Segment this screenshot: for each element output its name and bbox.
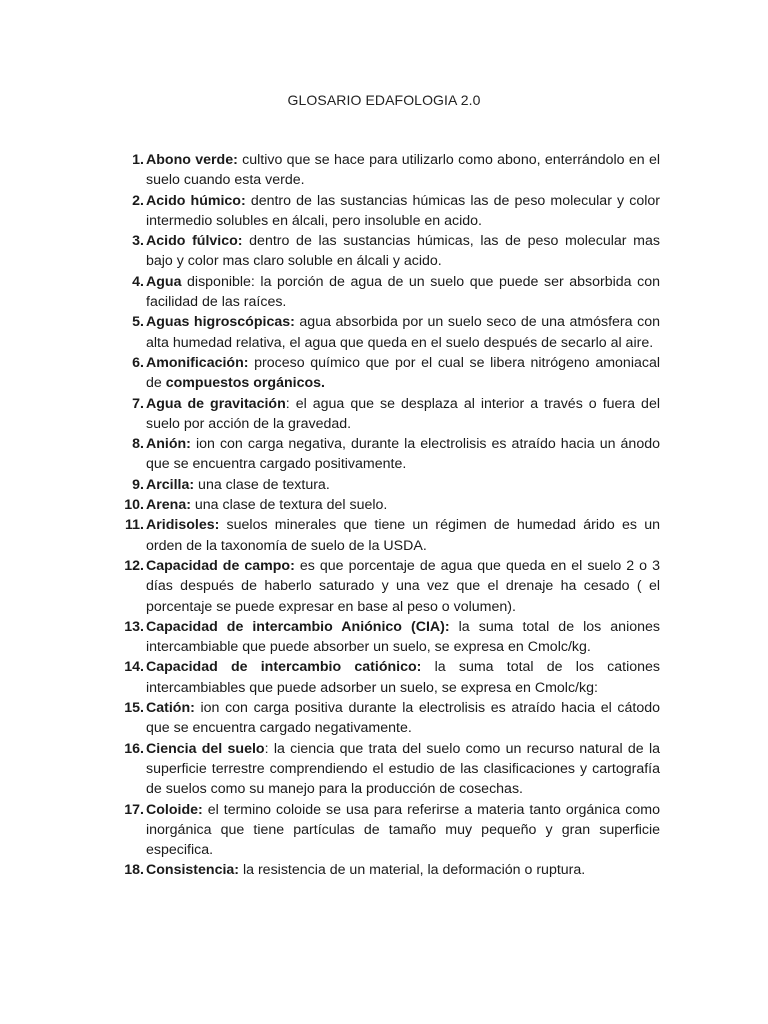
glossary-entry	[120, 657, 660, 698]
entry-number: 1.	[132, 152, 144, 168]
entry-definition: agua absorbida por un suelo seco de una atmósfera con alta humedad relativa, el agua que queda en el suelo después de secarlo al aire.	[146, 314, 660, 351]
entry-definition: es que porcentaje de agua que queda en el suelo 2 o 3 días después de haberlo saturado y una vez que el drenaje ha cesado ( el porcentaje se puede expresar en base al peso o volumen).	[146, 557, 660, 615]
entry-definition: una clase de textura del suelo.	[190, 497, 388, 514]
entry-number: 3.	[132, 233, 144, 250]
entry-content	[146, 515, 660, 556]
document-title: GLOSARIO EDAFOLOGIA 2.0	[287, 92, 481, 108]
entry-definition: suelos minerales que tiene un régimen de humedad árido es un orden de la taxonomía de suelo de la USDA.	[146, 517, 660, 554]
glossary-list	[120, 150, 660, 881]
entry-definition: ion con carga positiva durante la electrolisis es atraído hacia el cátodo que se encuentra cargado negativamente.	[146, 700, 660, 737]
entry-definition: una clase de textura.	[194, 476, 330, 493]
entry-number: 16.	[124, 740, 144, 757]
entry-number: 8.	[132, 436, 144, 453]
entry-content	[146, 800, 660, 861]
entry-definition: la suma total de los aniones intercambiable que puede absorber un suelo, se expresa en Cmolc/kg.	[146, 618, 660, 656]
entry-number: 18.	[124, 862, 144, 879]
glossary-entry	[120, 353, 660, 394]
entry-term: Acido húmico:	[146, 192, 246, 209]
entry-term: Catión:	[146, 700, 195, 717]
entry-number: 2.	[132, 192, 144, 209]
entry-number: 13.	[124, 618, 144, 635]
entry-definition: : la ciencia que trata del suelo como un recurso natural de la superficie terrestre comprendiendo el estudio de las clasificaciones y cartografía de suelos como su manejo para la producción de cosechas.	[146, 740, 661, 798]
glossary-entry	[120, 272, 660, 313]
entry-term: Abono verde:	[146, 152, 238, 168]
entry-term: Arena:	[146, 497, 191, 514]
glossary-entry	[120, 475, 660, 495]
glossary-entry	[120, 739, 660, 800]
entry-content	[146, 475, 660, 495]
entry-definition: dentro de las sustancias húmicas, las de peso molecular mas bajo y color mas claro soluble en álcali y acido.	[146, 233, 660, 270]
entry-content	[146, 191, 660, 232]
glossary-entry	[120, 495, 660, 515]
entry-term: Capacidad de campo:	[146, 557, 295, 574]
glossary-entry	[120, 434, 660, 475]
entry-definition: la suma total de los cationes intercambiables que puede adsorber un suelo, se expresa en Cmolc/kg:	[146, 659, 660, 696]
entry-number: 6.	[132, 354, 144, 371]
entry-number: 11.	[125, 517, 144, 534]
entry-definition: proceso químico que por el cual se libera nitrógeno amoniacal de	[146, 354, 660, 392]
entry-content	[146, 312, 660, 353]
entry-term: Arcilla:	[146, 476, 195, 493]
entry-content	[146, 860, 660, 880]
entry-term: Capacidad de intercambio catiónico:	[146, 659, 422, 676]
entry-definition: : el agua que se desplaza al interior a través o fuera del suelo por acción de la gravedad.	[146, 395, 660, 432]
entry-number: 7.	[132, 395, 144, 412]
entry-content	[146, 434, 660, 475]
entry-term: Acido fúlvico:	[146, 233, 243, 250]
glossary-entry	[120, 231, 660, 272]
entry-content	[146, 495, 660, 515]
glossary-entry	[120, 150, 660, 191]
glossary-entry	[120, 312, 660, 353]
entry-number: 4.	[132, 273, 144, 290]
entry-definition: ion con carga negativa, durante la electrolisis es atraído hacia un ánodo que se encuentra cargado positivamente.	[146, 436, 660, 473]
entry-term: Anión:	[146, 436, 191, 453]
entry-definition: dentro de las sustancias húmicas las de peso molecular y color intermedio solubles en álcali, pero insoluble en acido.	[146, 192, 660, 229]
entry-number: 15.	[124, 700, 144, 717]
entry-term: Consistencia:	[146, 862, 240, 879]
glossary-entry	[120, 515, 660, 556]
entry-number: 10.	[124, 497, 144, 514]
entry-content	[146, 739, 660, 800]
entry-number: 9.	[132, 476, 144, 493]
entry-number: 12.	[124, 557, 144, 574]
entry-content	[146, 353, 660, 394]
entry-definition: cultivo que se hace para utilizarlo como abono, enterrándolo en el suelo cuando esta verde.	[146, 152, 661, 189]
entry-content	[146, 394, 660, 435]
entry-number: 17.	[124, 801, 144, 818]
glossary-entry	[120, 617, 660, 658]
entry-content	[146, 231, 660, 272]
entry-term: Aridisoles:	[146, 517, 220, 534]
entry-emphasis: compuestos orgánicos.	[165, 375, 325, 392]
glossary-entry	[120, 800, 660, 861]
entry-number: 5.	[132, 314, 144, 331]
entry-term: Amonificación:	[146, 354, 249, 371]
entry-term: Agua	[146, 273, 182, 290]
glossary-entry	[120, 191, 660, 232]
entry-content	[146, 657, 660, 698]
entry-definition: el termino coloide se usa para referirse a materia tanto orgánica como inorgánica que tiene partículas de tamaño muy pequeño y gran superficie especifica.	[146, 801, 660, 859]
entry-content	[146, 698, 660, 739]
entry-content	[146, 617, 660, 658]
entry-term: Coloide:	[146, 801, 203, 818]
glossary-entry	[120, 556, 660, 617]
entry-content	[146, 150, 660, 191]
entry-content	[146, 272, 660, 313]
entry-content	[146, 556, 660, 617]
glossary-entry	[120, 394, 660, 435]
entry-definition: la resistencia de un material, la deformación o ruptura.	[239, 862, 586, 879]
glossary-entry	[120, 860, 660, 880]
entry-definition: disponible: la porción de agua de un suelo que puede ser absorbida con facilidad de las raíces.	[146, 273, 660, 311]
entry-term: Ciencia del suelo	[146, 740, 265, 757]
entry-term: Aguas higroscópicas:	[146, 314, 295, 331]
entry-term: Capacidad de intercambio Aniónico (CIA):	[146, 618, 450, 635]
entry-term: Agua de gravitación	[146, 395, 286, 412]
glossary-entry	[120, 698, 660, 739]
entry-number: 14.	[124, 659, 144, 676]
